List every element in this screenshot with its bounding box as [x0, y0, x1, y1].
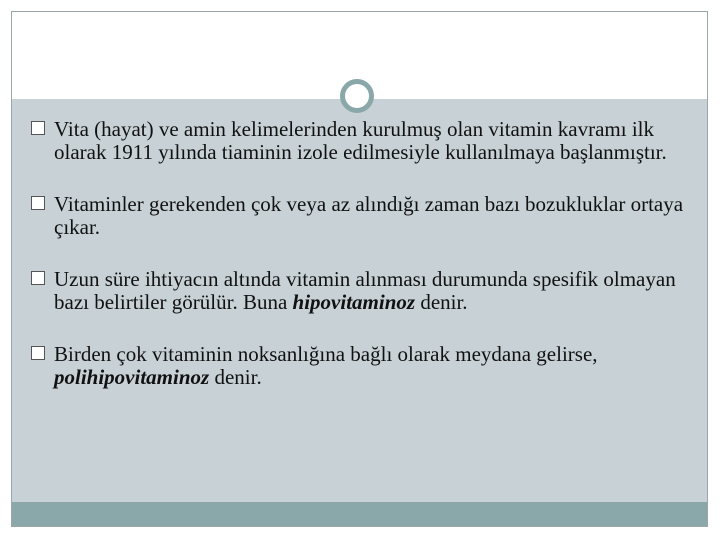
circle-ornament-icon [340, 79, 374, 113]
square-bullet-icon [31, 196, 45, 210]
footer-bar [12, 502, 707, 526]
bullet-text-end: denir. [209, 365, 262, 389]
bullet-item [31, 193, 691, 239]
square-bullet-icon [31, 346, 45, 360]
square-bullet-icon [31, 121, 45, 135]
bullet-item [31, 118, 691, 164]
bullet-text: Vitaminler gerekenden çok veya az alındığı zaman bazı bozukluklar ortaya çıkar. [54, 192, 684, 239]
emphasis-term: polihipovitaminoz [54, 365, 210, 389]
bullet-text: Birden çok vitaminin noksanlığına bağlı olarak meydana gelirse, [54, 342, 598, 366]
bullet-text-end: denir. [415, 290, 468, 314]
bullet-text: Vita (hayat) ve amin kelimelerinden kurulmuş olan vitamin kavramı ilk olarak 1911 yılında tiaminin izole edilmesiyle kullanılmaya başlanmıştır. [54, 117, 667, 164]
bullet-text: Uzun süre ihtiyacın altında vitamin alınması durumunda spesifik olmayan bazı belirtiler görülür. Buna [54, 267, 676, 314]
bullet-item [31, 343, 691, 389]
bullet-item [31, 268, 691, 314]
bullet-list [31, 118, 691, 418]
emphasis-term: hipovitaminoz [292, 290, 416, 314]
square-bullet-icon [31, 271, 45, 285]
